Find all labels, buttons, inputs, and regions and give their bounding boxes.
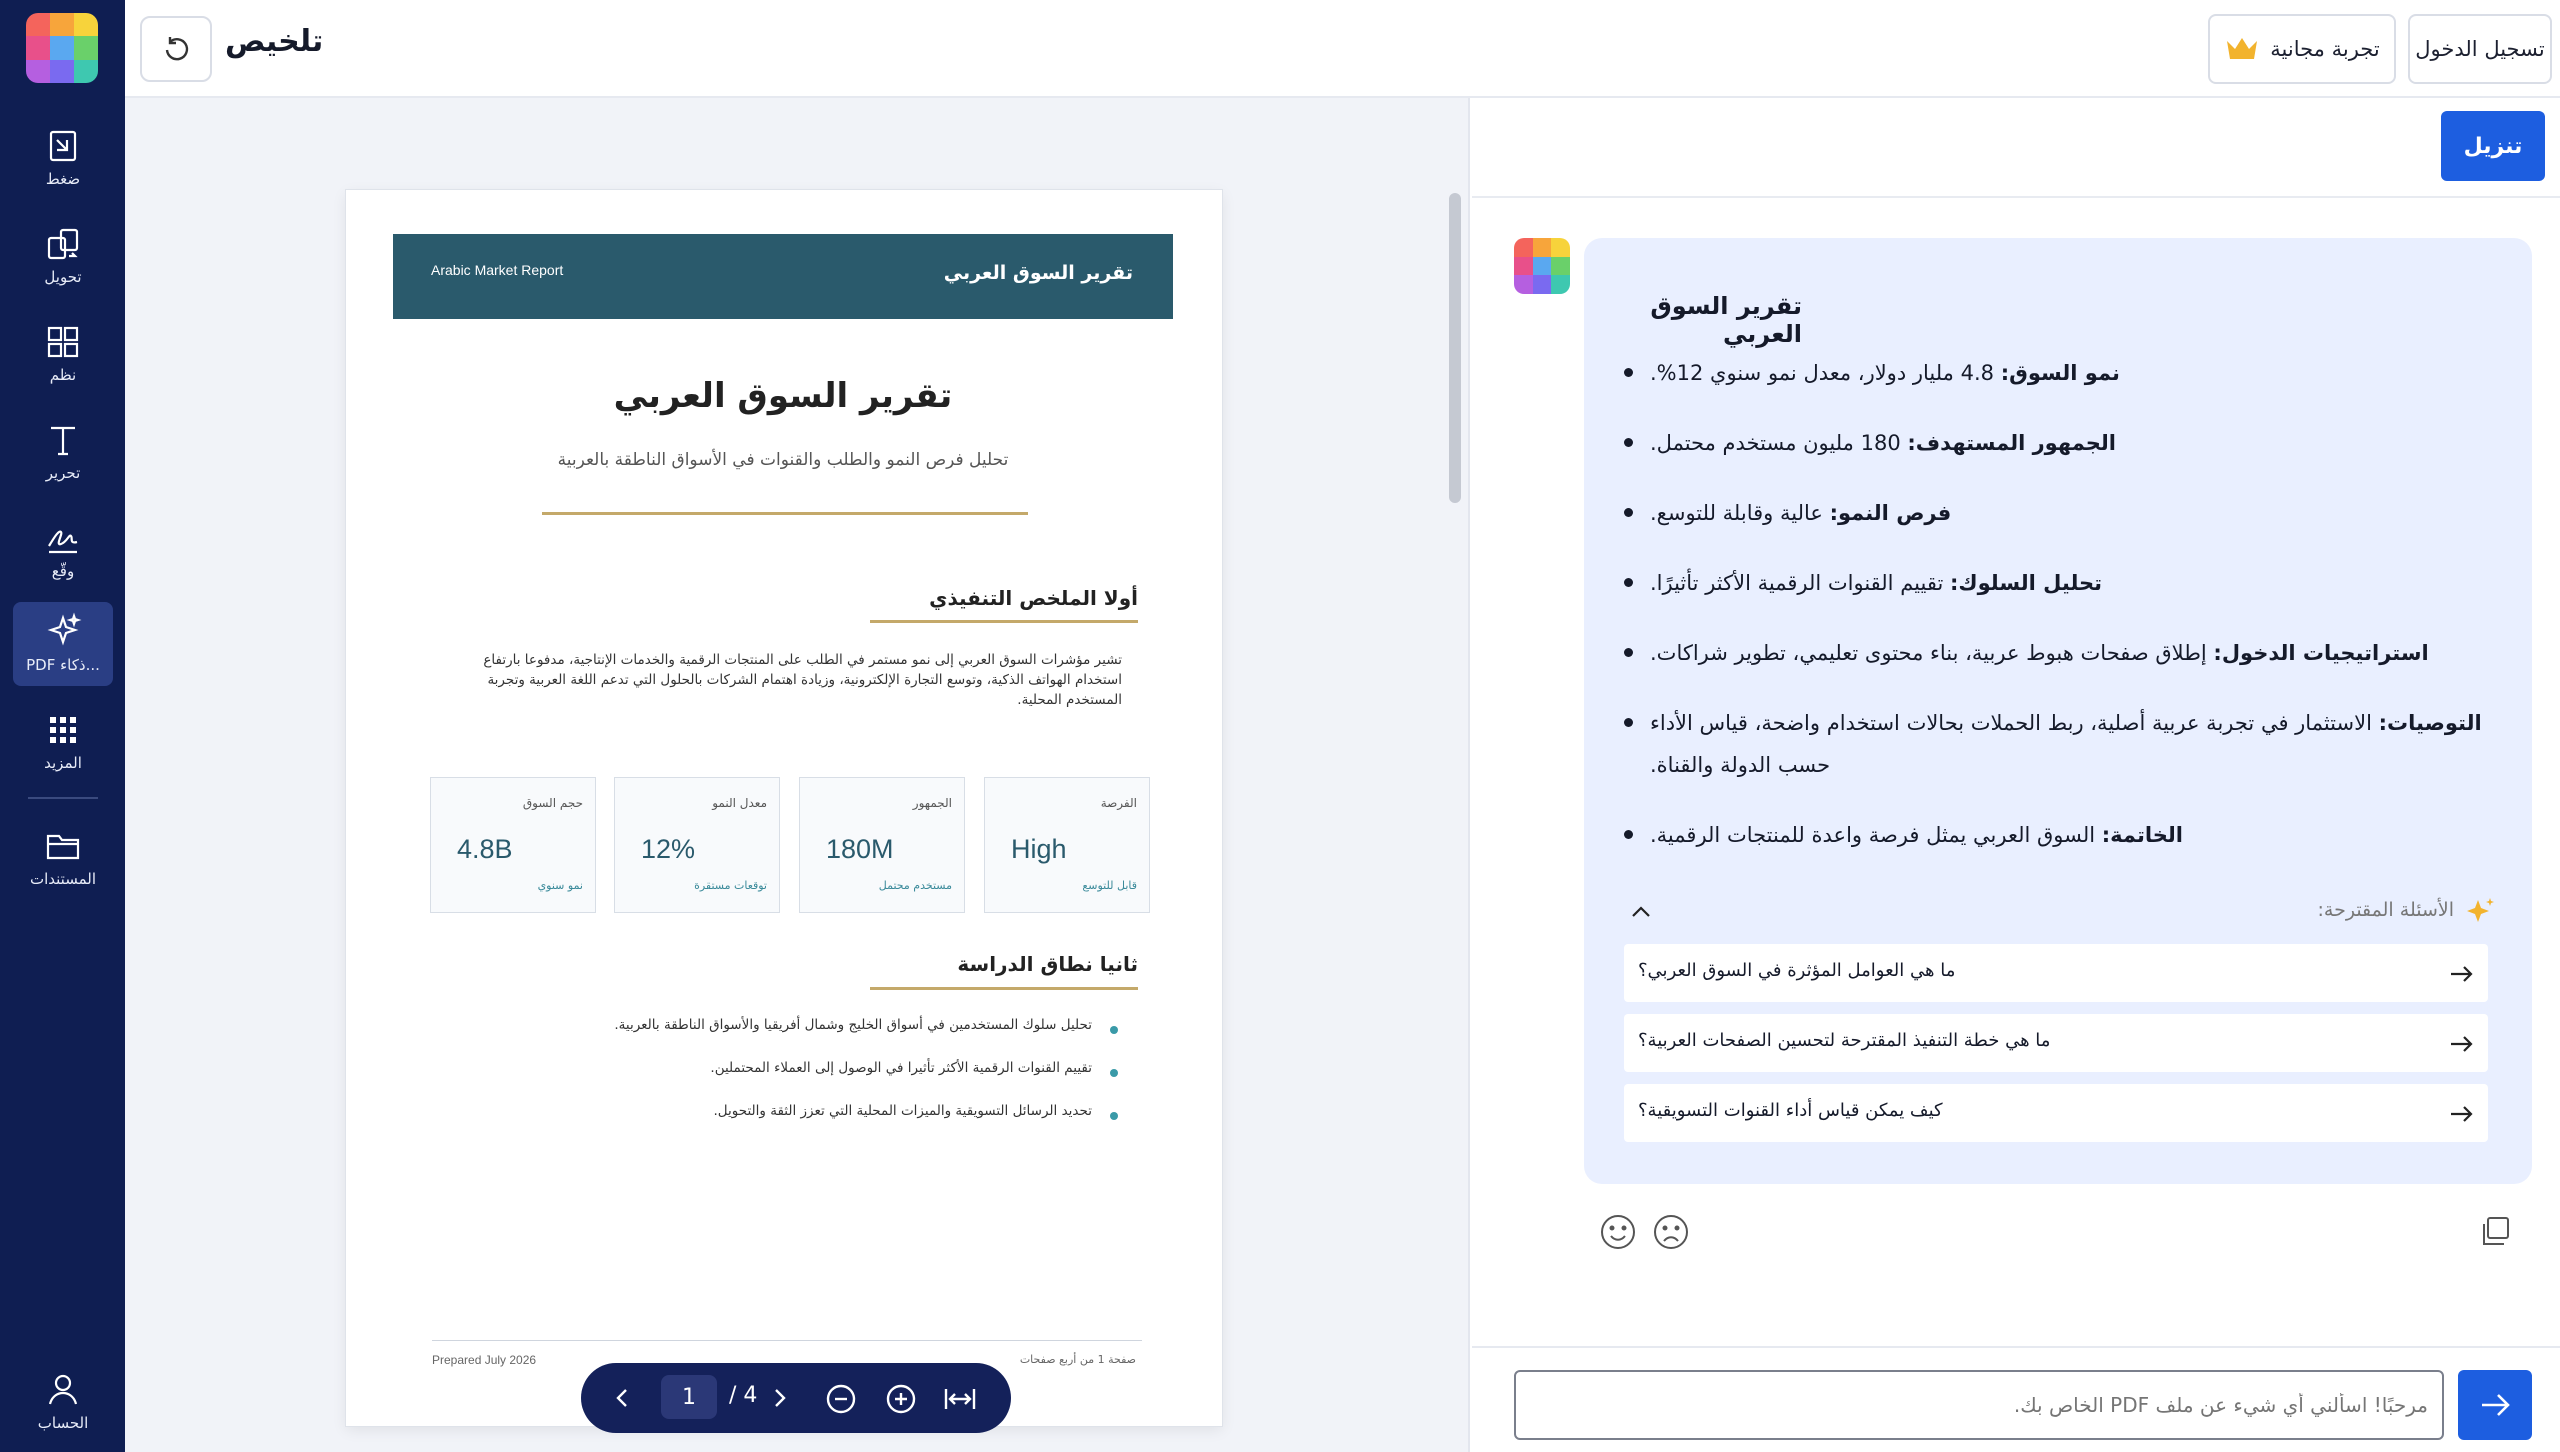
- ai-sparkle-icon: [43, 612, 83, 652]
- band-english-title: Arabic Market Report: [431, 262, 564, 278]
- point-text: عالية وقابلة للتوسع.: [1650, 501, 1830, 525]
- section-heading: أولا الملخص التنفيذي: [929, 586, 1138, 610]
- fit-width-icon[interactable]: [943, 1383, 977, 1415]
- point-label: الخاتمة:: [2101, 823, 2183, 847]
- free-trial-button[interactable]: [2208, 14, 2396, 84]
- arrow-right-icon: [2448, 961, 2474, 987]
- bullet-dot: [1110, 1112, 1118, 1120]
- compress-icon: [43, 126, 83, 166]
- suggested-question-text: ما هي العوامل المؤثرة في السوق العربي؟: [1638, 960, 1956, 981]
- summary-point: [1624, 702, 2504, 786]
- sidebar-item-edit[interactable]: [13, 410, 113, 494]
- crown-icon: [2224, 35, 2260, 63]
- summary-point: [1624, 492, 2504, 534]
- sidebar-item-sign[interactable]: [13, 508, 113, 592]
- stat-note: توقعات مستقرة: [694, 879, 767, 892]
- section-divider: [870, 987, 1138, 990]
- sidebar-item-label: المزيد: [44, 754, 82, 772]
- free-trial-label: تجربة مجانية: [2270, 37, 2380, 61]
- document-title: تقرير السوق العربي: [613, 376, 953, 416]
- arrow-right-icon: [2448, 1031, 2474, 1057]
- stat-value: High: [1011, 834, 1067, 864]
- summary-point: [1624, 422, 2504, 464]
- sidebar-item-label: المستندات: [29, 870, 96, 888]
- sidebar-item-ai-pdf[interactable]: [13, 602, 113, 686]
- stat-card: [799, 777, 965, 913]
- smile-icon[interactable]: [1598, 1212, 1638, 1252]
- frown-icon[interactable]: [1651, 1212, 1691, 1252]
- point-label: نمو السوق:: [2000, 361, 2120, 385]
- user-icon: [43, 1370, 83, 1410]
- zoom-out-icon[interactable]: [825, 1383, 857, 1415]
- sidebar-item-account[interactable]: [13, 1360, 113, 1444]
- suggested-question-text: ما هي خطة التنفيذ المقترحة لتحسين الصفحات العربية؟: [1638, 1030, 2051, 1051]
- sidebar-item-convert[interactable]: [13, 214, 113, 298]
- chevron-right-icon[interactable]: [767, 1386, 791, 1410]
- login-label: تسجيل الدخول: [2415, 37, 2545, 61]
- suggested-question[interactable]: [1624, 1014, 2488, 1072]
- stat-note: قابل للتوسع: [1082, 879, 1137, 892]
- point-text: السوق العربي يمثل فرصة واعدة للمنتجات الرقمية.: [1650, 823, 2102, 847]
- section-heading: ثانيا نطاق الدراسة: [957, 952, 1138, 976]
- page-total: / 4: [729, 1383, 758, 1408]
- document-subtitle: تحليل فرص النمو والطلب والقنوات في الأسواق الناطقة بالعربية: [557, 450, 1009, 470]
- point-text: إطلاق صفحات هبوط عربية، بناء محتوى تعليمي، تطوير شراكات.: [1650, 641, 2214, 665]
- suggested-questions-header[interactable]: [1628, 893, 2498, 933]
- summary-message: [1584, 238, 2532, 1184]
- sidebar-item-label: الحساب: [37, 1414, 89, 1432]
- sign-icon: [43, 518, 83, 558]
- page-footer-date: Prepared July 2026: [432, 1353, 537, 1367]
- section-divider: [870, 620, 1138, 623]
- undo-icon: [161, 34, 191, 64]
- sidebar-item-more[interactable]: [13, 700, 113, 784]
- list-item: تقييم القنوات الرقمية الأكثر تأثيرا في الوصول إلى العملاء المحتملين.: [710, 1060, 1092, 1076]
- sidebar-item-label: نظم: [49, 366, 77, 384]
- stat-label: الجمهور: [912, 796, 952, 810]
- stat-label: معدل النمو: [712, 796, 767, 810]
- suggested-question[interactable]: [1624, 944, 2488, 1002]
- arrow-right-icon: [2448, 1101, 2474, 1127]
- sidebar-item-documents[interactable]: [13, 816, 113, 900]
- panel-divider: [1472, 196, 2560, 198]
- download-button[interactable]: تنزيل: [2441, 111, 2545, 181]
- stat-note: مستخدم محتمل: [878, 879, 952, 892]
- stat-value: 180M: [826, 834, 894, 864]
- point-label: تحليل السلوك:: [1950, 571, 2103, 595]
- summary-point: [1624, 562, 2504, 604]
- sidebar-item-label: ضغط: [45, 170, 81, 188]
- organize-icon: [43, 322, 83, 362]
- summary-point: [1624, 632, 2504, 674]
- ai-assistant-icon: [1514, 238, 1570, 294]
- left-sidebar: [0, 0, 125, 1452]
- page-footer-page-info: صفحة 1 من أربع صفحات: [1019, 1353, 1136, 1366]
- summary-title: تقرير السوق العربي: [1650, 292, 1802, 348]
- point-label: الجمهور المستهدف:: [1907, 431, 2117, 455]
- section-paragraph: تشير مؤشرات السوق العربي إلى نمو مستمر في الطلب على المنتجات الرقمية والخدمات الإنتاجية، مدفوعا بارتفاع استخدام الهواتف الذكية، وتوسع التجارة الإلكترونية، وزيادة اهتمام الشركات بالحلول التي تدعم اللغة العربية وتجربة المستخدم المحلية.: [483, 652, 1122, 708]
- convert-icon: [43, 224, 83, 264]
- page-footer-divider: [432, 1340, 1142, 1341]
- stat-label: الفرصة: [1100, 796, 1137, 810]
- chat-divider: [1472, 1346, 2560, 1348]
- band-title: تقرير السوق العربي: [943, 262, 1133, 284]
- grid-dots-icon: [43, 710, 83, 750]
- point-label: فرص النمو:: [1829, 501, 1952, 525]
- folder-icon: [43, 826, 83, 866]
- stat-card: [614, 777, 780, 913]
- sidebar-item-label: PDF ذكاء...: [26, 656, 100, 674]
- chat-input[interactable]: [1514, 1370, 2444, 1440]
- list-item: تحليل سلوك المستخدمين في أسواق الخليج وشمال أفريقيا والأسواق الناطقة بالعربية.: [614, 1017, 1092, 1033]
- stat-note: نمو سنوي: [537, 879, 583, 892]
- sidebar-item-organize[interactable]: [13, 312, 113, 396]
- stat-value: 12%: [641, 834, 696, 864]
- sidebar-divider: [28, 797, 98, 799]
- summary-point: [1624, 352, 2504, 394]
- point-label: التوصيات:: [2378, 711, 2482, 735]
- copy-icon[interactable]: [2478, 1214, 2512, 1248]
- app-logo-icon[interactable]: [26, 13, 98, 83]
- chevron-left-icon[interactable]: [611, 1386, 635, 1410]
- point-text: 4.8 مليار دولار، معدل نمو سنوي 12%.: [1650, 361, 2001, 385]
- stat-value: 4.8B: [457, 834, 513, 864]
- sidebar-item-label: تحرير: [45, 464, 81, 482]
- undo-button[interactable]: [140, 16, 212, 82]
- sidebar-item-compress[interactable]: [13, 116, 113, 200]
- bullet-dot: [1110, 1069, 1118, 1077]
- zoom-in-icon[interactable]: [885, 1383, 917, 1415]
- login-button[interactable]: [2408, 14, 2552, 84]
- bullet-dot: [1110, 1026, 1118, 1034]
- stat-card: [430, 777, 596, 913]
- page-number-input[interactable]: 1: [661, 1375, 717, 1419]
- point-text: تقييم القنوات الرقمية الأكثر تأثيرًا.: [1650, 571, 1950, 595]
- page-title: تلخيص: [225, 24, 324, 59]
- pdf-viewer[interactable]: [125, 98, 1470, 1452]
- page-header-band: [393, 234, 1173, 319]
- edit-text-icon: [43, 420, 83, 460]
- point-text: الاستثمار في تجربة عربية أصلية، ربط الحملات بحالات استخدام واضحة، قياس الأداء حسب الدولة والقناة.: [1650, 711, 2379, 777]
- arrow-right-icon: [2478, 1388, 2512, 1422]
- summary-point: [1624, 814, 2504, 856]
- suggested-question-text: كيف يمكن قياس أداء القنوات التسويقية؟: [1638, 1100, 1943, 1121]
- list-item: تحديد الرسائل التسويقية والميزات المحلية التي تعزز الثقة والتحويل.: [713, 1103, 1092, 1119]
- suggested-questions-label: الأسئلة المقترحة:: [2317, 899, 2454, 921]
- sidebar-item-label: تحويل: [44, 268, 82, 286]
- send-button[interactable]: [2458, 1370, 2532, 1440]
- top-bar: [125, 0, 2560, 98]
- viewer-scrollbar[interactable]: [1449, 193, 1461, 503]
- title-divider: [542, 512, 1028, 515]
- chevron-up-icon[interactable]: [1628, 899, 1654, 925]
- pdf-page: [346, 190, 1222, 1426]
- sidebar-item-label: وقّع: [51, 562, 75, 580]
- page-navigation-bar: [581, 1363, 1011, 1433]
- summary-panel: [1472, 98, 2560, 1452]
- point-label: استراتيجيات الدخول:: [2213, 641, 2429, 665]
- suggested-question[interactable]: [1624, 1084, 2488, 1142]
- sparkle-icon: [2464, 895, 2498, 929]
- stat-card: [984, 777, 1150, 913]
- stat-label: حجم السوق: [522, 796, 583, 810]
- point-text: 180 مليون مستخدم محتمل.: [1650, 431, 1908, 455]
